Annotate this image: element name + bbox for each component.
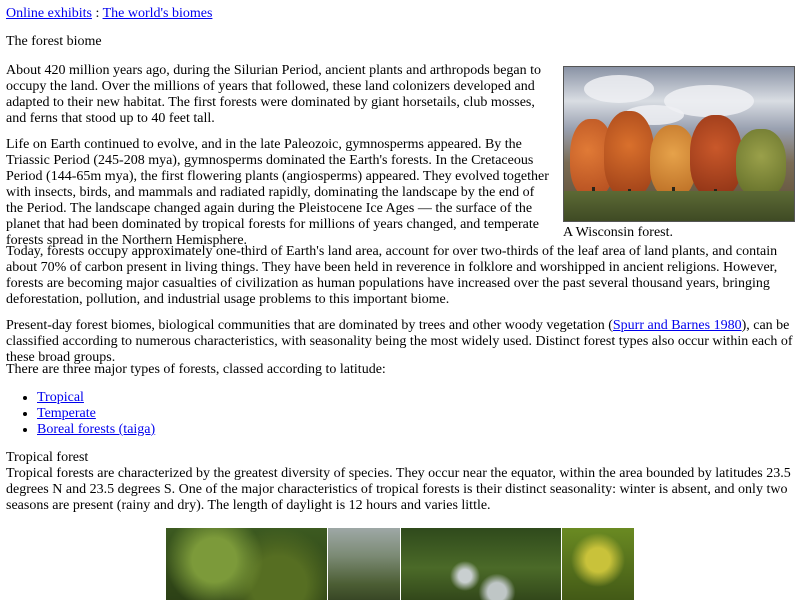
waterfall-photo [401, 528, 561, 600]
spurr-barnes-link[interactable]: Spurr and Barnes 1980 [612, 318, 742, 333]
tropical-forest-paragraph: Tropical forests are characterized by the greatest diversity of species. They occur near the equator, within the area bounded by latitudes 23.5 degrees N and 23.5 degrees S. One of the major characteristics of tropical forests is their distinct seasonality: winter is absent, and only two seasons are present (rainy and dry). The length of daylight is 12 hours and varies little. [6, 466, 791, 513]
classification-paragraph [6, 318, 794, 366]
page-title: The forest biome [6, 34, 102, 49]
classification-text-start: Present-day forest biomes, biological communities that are dominated by trees and other woody vegetation ( [6, 318, 613, 333]
worlds-biomes-link[interactable]: The world's biomes [102, 6, 213, 21]
classification-text-end: ), can be classified according to numerous characteristics, with seasonality being the most widely used. Distinct forest types also occur within each of these broad groups. [6, 318, 793, 365]
breadcrumb [6, 6, 212, 22]
list-item [37, 422, 155, 438]
fern-photo [562, 528, 634, 600]
types-intro-paragraph: There are three major types of forests, classed according to latitude: [6, 362, 386, 377]
rainforest-photo [166, 528, 327, 600]
list-item [37, 390, 155, 406]
boreal-link[interactable]: Boreal forests (taiga) [37, 422, 156, 437]
today-paragraph: Today, forests occupy approximately one-third of Earth's land area, account for over two-thirds of the leaf area of land plants, and contain about 70% of carbon present in living things. They have been held in reverence in folklore and worshipped in ancient religions. However, forests are becoming major casualties of civilization as human populations have increased over the past several thousand years, bringing deforestation, pollution, and industrial usage problems to this important biome. [6, 244, 778, 307]
tropical-link[interactable]: Tropical [37, 390, 84, 405]
forest-types-list [0, 390, 155, 438]
valley-photo [328, 528, 400, 600]
temperate-link[interactable]: Temperate [37, 406, 96, 421]
evolution-paragraph: Life on Earth continued to evolve, and in the late Paleozoic, gymnosperms appeared. By the Triassic Period (245-208 mya), gymnosperms dominated the Earth's forests. In the Cretaceous Period (144-65m mya), the first flowering plants (angiosperms) appeared. They evolved together with insects, birds, and mammals and radiated rapidly, dominating the landscape by the end of the Period. The landscape changed again during the Pleistocene Ice Ages — the surface of the planet that had been dominated by tropical forests for millions of years changed, and temperate forests spread in the Northern Hemisphere. [6, 137, 549, 248]
image-caption: A Wisconsin forest. [563, 225, 674, 240]
breadcrumb-separator: : [91, 6, 103, 21]
wisconsin-forest-image [563, 66, 795, 222]
intro-paragraph: About 420 million years ago, during the Silurian Period, ancient plants and arthropods began to occupy the land. Over the millions of years that followed, these land colonizers developed and adapted to their new habitat. The first forests were dominated by giant horsetails, club mosses, and ferns that stood up to 40 feet tall. [6, 63, 542, 126]
online-exhibits-link[interactable]: Online exhibits [6, 6, 92, 21]
tropical-forest-heading: Tropical forest [6, 450, 89, 465]
list-item [37, 406, 155, 422]
